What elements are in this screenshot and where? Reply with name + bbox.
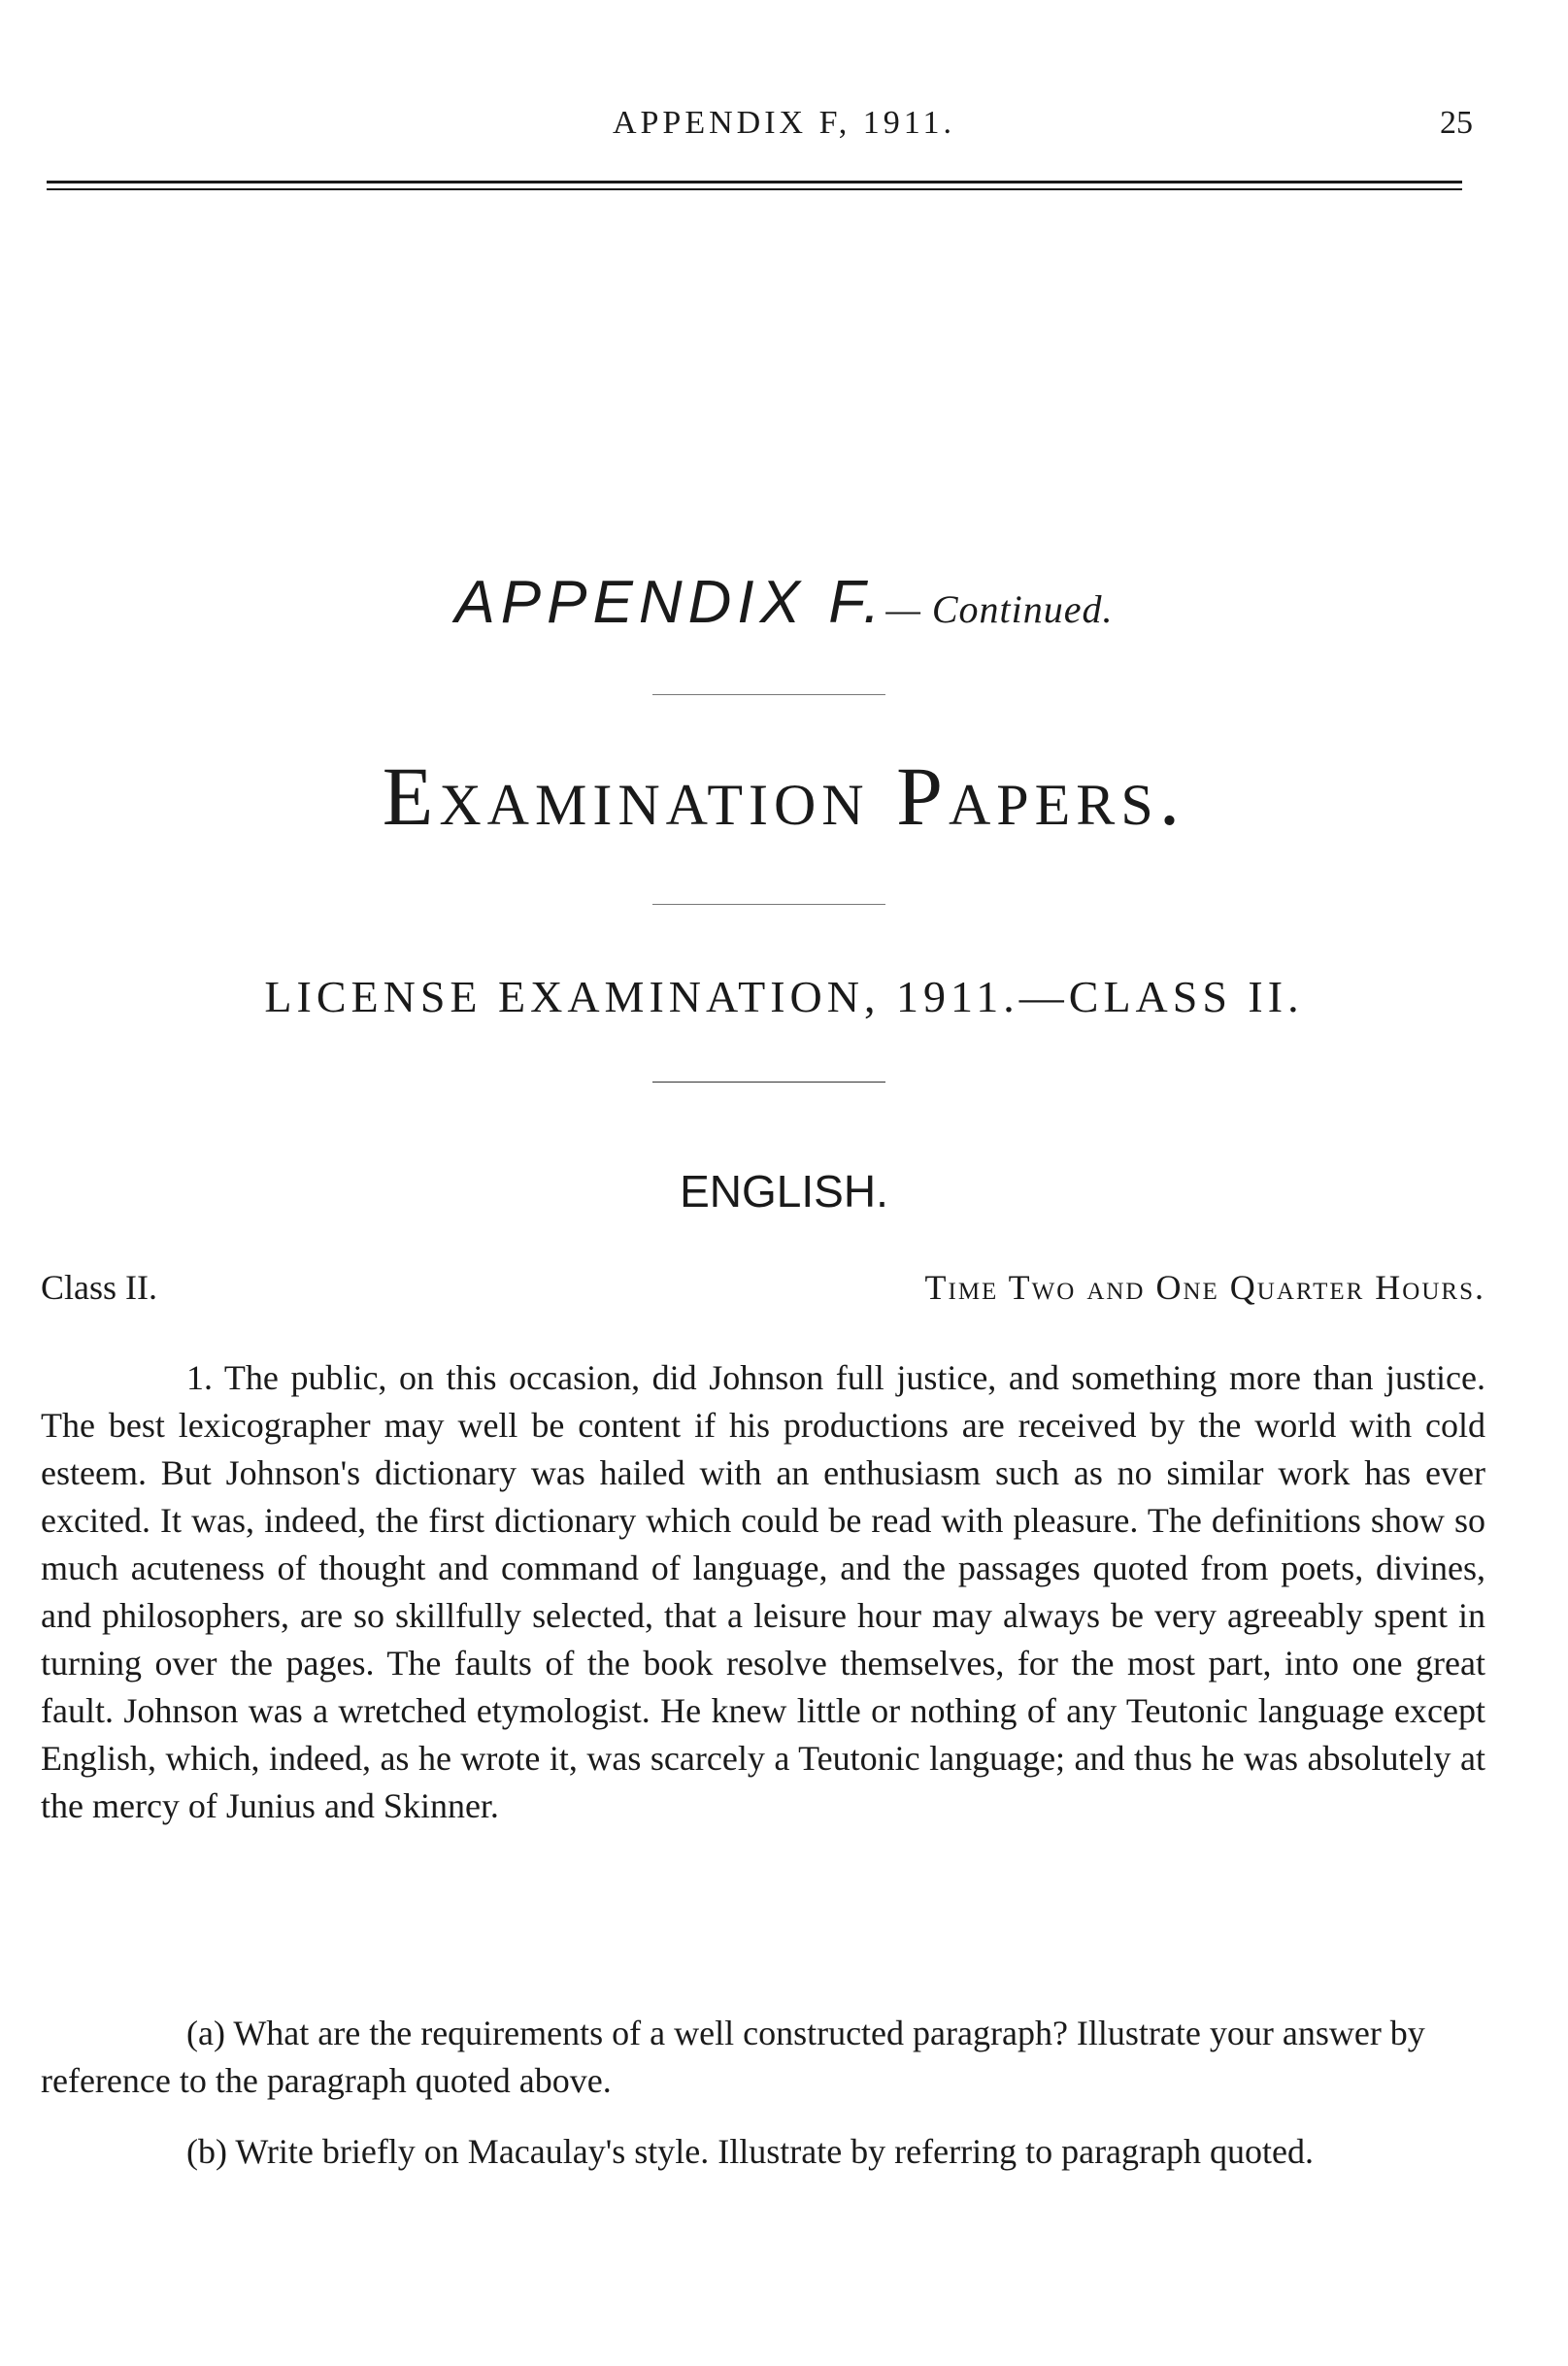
appendix-continued: — Continued. <box>885 587 1114 631</box>
passage-paragraph <box>41 1354 1485 1830</box>
appendix-heading <box>0 568 1568 637</box>
question-number: 1. <box>186 1358 213 1397</box>
question-b <box>41 2128 1485 2176</box>
divider <box>652 904 885 905</box>
header-rule-secondary <box>47 188 1462 190</box>
time-allowed: Time Two and One Quarter Hours. <box>924 1268 1485 1307</box>
divider <box>652 694 885 695</box>
question-label: (b) <box>186 2132 227 2171</box>
passage-text: The public, on this occasion, did Johnson full justice, and something more than justice. The best lexicographer may well be content if his productions are received by the world with cold esteem. But Johnson's dictionary was hailed with an enthusiasm such as no similar work has ever excited. It was, indeed, the first dictionary which could be read with pleasure. The definitions show so much acuteness of thought and command of language, and the passages quoted from poets, divines, and philosophers, are so skillfully selected, that a leisure hour may always be very agreeably spent in turning over the pages. The faults of the book resolve themselves, for the most part, into one great fault. Johnson was a wretched etymologist. He knew little or nothing of any Teutonic language except English, which, indeed, as he wrote it, was scarcely a Teutonic language; and thus he was absolutely at the mercy of Junius and Skinner. <box>41 1358 1485 1825</box>
question-text: Write briefly on Macaulay's style. Illustrate by referring to paragraph quoted. <box>235 2132 1314 2171</box>
divider <box>652 1082 885 1083</box>
page-title: Examination Papers. <box>382 750 1186 843</box>
subject-heading: ENGLISH. <box>680 1166 888 1216</box>
question-a <box>41 2010 1485 2105</box>
question-text: What are the requirements of a well constructed paragraph? Illustrate your answer by reference to the paragraph quoted above. <box>41 2014 1425 2100</box>
class-label: Class II. <box>41 1268 157 1307</box>
running-header <box>0 105 1568 153</box>
page-number: 25 <box>1440 105 1473 141</box>
header-rule <box>47 181 1462 183</box>
question-label: (a) <box>186 2014 225 2052</box>
appendix-label: APPENDIX F. <box>454 569 886 636</box>
exam-subtitle: LICENSE EXAMINATION, 1911.—CLASS II. <box>264 972 1304 1021</box>
running-title: APPENDIX F, 1911. <box>612 105 956 141</box>
